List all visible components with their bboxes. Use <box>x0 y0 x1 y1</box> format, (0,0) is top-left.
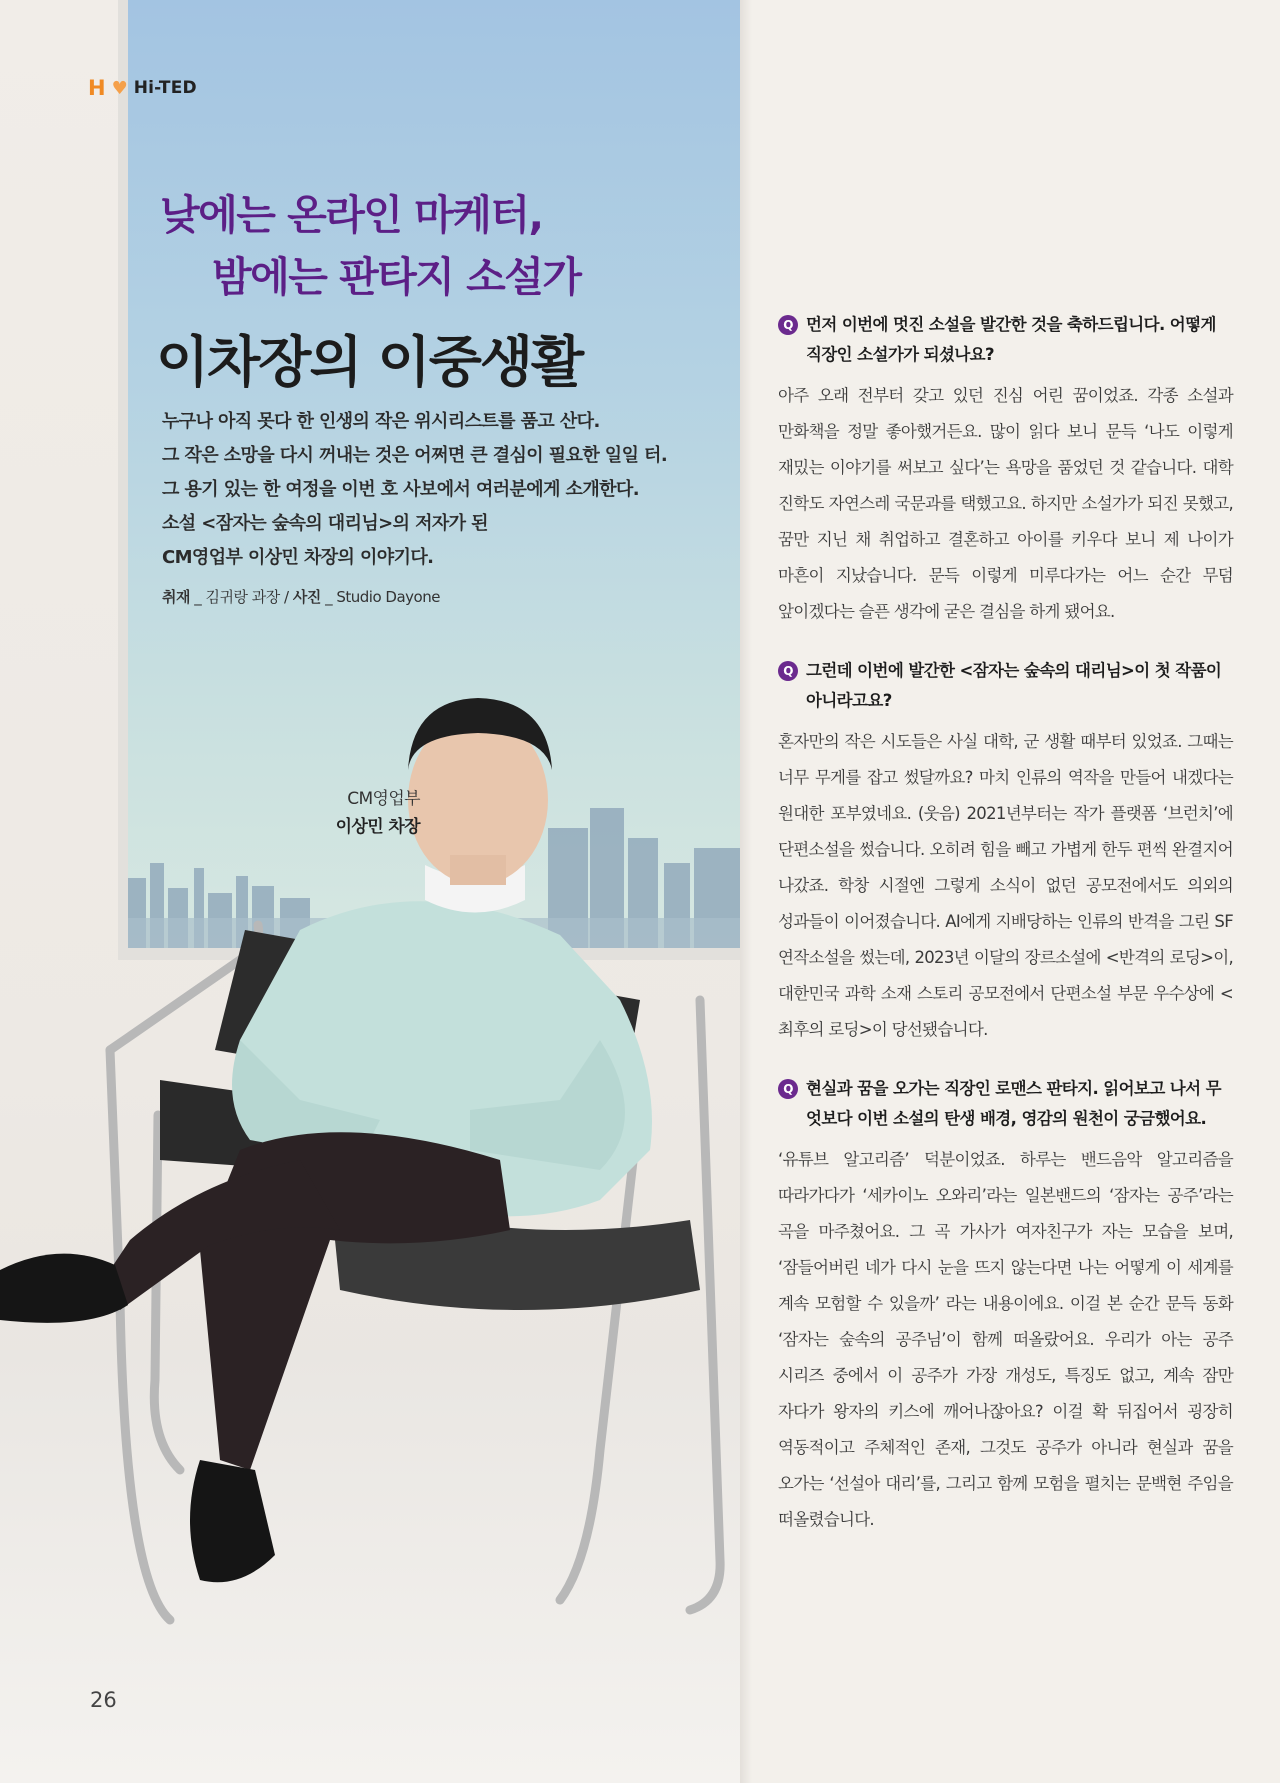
page-title: 이차장의 이중생활 <box>156 330 583 394</box>
lead-line: 그 작은 소망을 다시 꺼내는 것은 어쩌면 큰 결심이 필요한 일일 터. <box>162 445 668 466</box>
lead-line: 소설 <잠자는 숲속의 대리님>의 저자가 된 <box>162 513 488 534</box>
headline-subtitle-2: 밤에는 판타지 소설가 <box>212 253 581 301</box>
credit-interview-label: 취재 <box>162 588 190 606</box>
answer-text: 아주 오래 전부터 갖고 있던 진심 어린 꿈이었죠. 각종 소설과 만화책을 정말 좋아했거든요. 많이 읽다 보니 문득 ‘나도 이렇게 재밌는 이야기를 써보고 싶다’는 욕망을 품었던 것 같습니다. 대학 진학도 자연스레 국문과를 택했고요. 하지만 소설가가 되진 못했고, 꿈만 지닌 채 취업하고 결혼하고 아이를 키우다 보니 제 나이가 마흔이 지났습니다. 문득 이렇게 미루다가는 어느 순간 무덤 앞이겠다는 슬픈 생각에 굳은 결심을 하게 됐어요. <box>778 386 1233 621</box>
headline-subtitle-1: 낮에는 온라인 마케터, <box>160 191 543 239</box>
photo-caption <box>320 785 420 841</box>
credit-interview-value: _ 김귀랑 과장 / <box>194 588 293 606</box>
credit-photo-label: 사진 <box>292 588 321 606</box>
question-icon: Q <box>778 315 798 335</box>
question <box>778 1074 1233 1134</box>
question-text: 그런데 이번에 발간한 <잠자는 숲속의 대리님>이 첫 작품이 아니라고요? <box>806 661 1222 710</box>
brand-label: Hi-TED <box>133 78 197 98</box>
lead-line: 누구나 아직 못다 한 인생의 작은 위시리스트를 품고 산다. <box>162 411 600 432</box>
lead-paragraph <box>162 405 722 575</box>
lead-line: CM영업부 이상민 차장의 이야기다. <box>162 547 434 568</box>
question <box>778 656 1233 716</box>
answer-text: 혼자만의 작은 시도들은 사실 대학, 군 생활 때부터 있었죠. 그때는 너무 무게를 잡고 썼달까요? 마치 인류의 역작을 만들어 내겠다는 원대한 포부였네요. (웃음) 2021년부터는 작가 플랫폼 ‘브런치’에 단편소설을 썼습니다. 오히려 힘을 빼고 가볍게 한두 편씩 완결지어 나갔죠. 학창 시절엔 그렇게 소식이 없던 공모전에서도 의외의 성과들이 이어졌습니다. AI에게 지배당하는 인류의 반격을 그린 SF 연작소설을 썼는데, 2023년 이달의 장르소설에 <반격의 로딩>이, 대한민국 과학 소재 스토리 공모전에서 단편소설 부문 우수상에 <최후의 로딩>이 당선됐습니다. <box>778 732 1233 1039</box>
qa-item <box>778 310 1233 630</box>
credit-line <box>162 586 440 607</box>
qa-item <box>778 1074 1233 1538</box>
caption-name: 이상민 차장 <box>335 817 420 837</box>
question-text: 현실과 꿈을 오가는 직장인 로맨스 판타지. 읽어보고 나서 무엇보다 이번 소설의 탄생 배경, 영감의 원천이 궁금했어요. <box>806 1079 1221 1128</box>
question <box>778 310 1233 370</box>
caption-dept: CM영업부 <box>347 789 420 809</box>
page-number: 26 <box>90 1688 117 1712</box>
qa-column <box>778 310 1233 1564</box>
h-logo-icon: H <box>88 76 106 100</box>
question-icon: Q <box>778 661 798 681</box>
answer-text: ‘유튜브 알고리즘’ 덕분이었죠. 하루는 밴드음악 알고리즘을 따라가다가 ‘세카이노 오와리’라는 일본밴드의 ‘잠자는 공주’라는 곡을 마주쳤어요. 그 곡 가사가 여자친구가 자는 모습을 보며, ‘잠들어버린 네가 다시 눈을 뜨지 않는다면 나는 어떻게 이 세계를 계속 모험할 수 있을까’ 라는 내용이에요. 이걸 본 순간 문득 동화 ‘잠자는 숲속의 공주님’이 함께 떠올랐어요. 우리가 아는 공주 시리즈 중에서 이 공주가 가장 개성도, 특징도 없고, 계속 잠만 자다가 왕자의 키스에 깨어나잖아요? 이걸 확 뒤집어서 굉장히 역동적이고 주체적인 존재, 그것도 공주가 아니라 현실과 꿈을 오가는 ‘선설아 대리’를, 그리고 함께 모험을 펼치는 문백현 주임을 떠올렸습니다. <box>778 1150 1233 1529</box>
lead-line: 그 용기 있는 한 여정을 이번 호 사보에서 여러분에게 소개한다. <box>162 479 639 500</box>
qa-item <box>778 656 1233 1048</box>
question-icon: Q <box>778 1079 798 1099</box>
question-text: 먼저 이번에 멋진 소설을 발간한 것을 축하드립니다. 어떻게 직장인 소설가가 되셨나요? <box>806 315 1216 364</box>
heart-icon: ♥ <box>111 77 128 99</box>
credit-photo-value: _ Studio Dayone <box>325 588 440 606</box>
brand-tag <box>88 76 197 100</box>
